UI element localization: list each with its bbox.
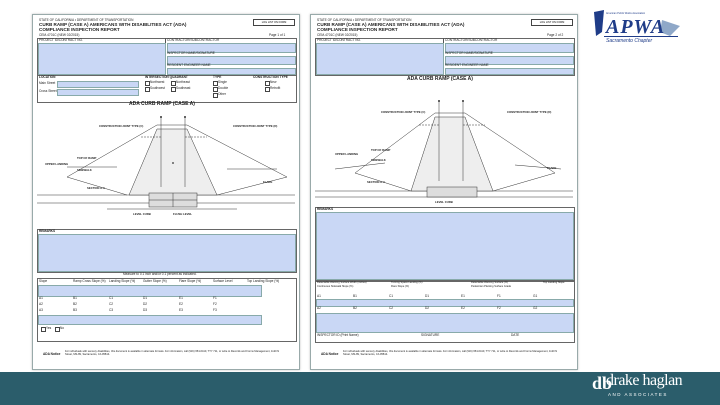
measure-header-6: Top Landing Slope (%): [247, 279, 280, 283]
inspector-label: INSPECTOR NAME/SIGNATURE: [445, 51, 493, 55]
measure-header-4: Flare Slope (%): [179, 279, 202, 283]
cell-g1: G1: [533, 294, 538, 298]
cell-f3: F3: [213, 308, 217, 312]
drawing-label-flush: FLUSH LEVEL: [173, 212, 193, 216]
form-title-line2: COMPLIANCE INSPECTION REPORT: [317, 27, 398, 32]
measure-header-5: Pedestrian Planting Surface Grade: [471, 285, 512, 288]
construction-type-label: CONSTRUCTION TYPE: [253, 75, 288, 79]
apwa-subtitle: Sacramento Chapter: [606, 38, 653, 44]
page-number: Page 1 of 1: [269, 33, 286, 37]
remarks-label: REMARKS: [317, 207, 334, 211]
remarks-field[interactable]: [38, 234, 296, 272]
type-label: TYPE: [213, 75, 222, 79]
cell-c1: C1: [109, 296, 114, 300]
project-field[interactable]: [316, 43, 444, 75]
drawing-title: ADA CURB RAMP (CASE A): [129, 101, 195, 107]
drawing-label-joint-d: CONSTRUCTION JOINT TYPE (D): [233, 124, 278, 128]
sign-inspector-label: INSPECTOR ID (Print Name): [317, 333, 359, 337]
cell-b1: B1: [353, 294, 357, 298]
type-double-label: Double: [218, 86, 229, 90]
cell-a2: A2: [317, 306, 321, 310]
cell-a1: A1: [317, 294, 321, 298]
engineer-field[interactable]: [167, 68, 296, 75]
apwa-top-text: American Public Works Association: [606, 12, 646, 15]
contractor-label: CONTRACTOR/SUBCONTRACTOR: [445, 38, 498, 42]
engineer-label: RESIDENT ENGINEER NAME: [167, 63, 211, 67]
project-label: PROJECT ID/CONTRACT NO.: [39, 38, 83, 42]
agency-line: STATE OF CALIFORNIA • DEPARTMENT OF TRANSPORTATION: [39, 18, 134, 22]
drawing-label-top-of-ramp: TOP OF RAMP: [371, 148, 391, 152]
engineer-label: RESIDENT ENGINEER NAME: [445, 63, 489, 67]
cell-e2: E2: [179, 302, 183, 306]
drawing-label-top-of-ramp: TOP OF RAMP: [77, 156, 97, 160]
measure-note: Measure to 0.1 inch and/or 0.1 percent as indicated.: [123, 272, 197, 276]
cell-d3: D3: [143, 308, 148, 312]
drawing-label-upper-landing: UPPER LANDING: [45, 162, 69, 166]
cell-b2: B2: [73, 302, 77, 306]
apwa-logo: [592, 6, 684, 48]
cell-c1: C1: [389, 294, 394, 298]
cell-e1: E1: [179, 296, 183, 300]
project-label: PROJECT ID/CONTRACT NO.: [317, 38, 361, 42]
ada-notice-label: ADA Notice: [43, 352, 61, 356]
form-number: CEM-4701C (NEW 02/2015): [317, 33, 358, 37]
measure-header-2: Turning Space Landing (%): [391, 281, 423, 284]
form-title-line1: CURB RAMP (CASE A) AMERICANS WITH DISABILITIES ACT (ADA): [317, 22, 465, 27]
cell-d1: D1: [143, 296, 148, 300]
cross-street-label: Cross Street: [39, 89, 57, 93]
quad-sw-label: Southwest: [150, 86, 165, 90]
quad-ne-label: Northeast: [176, 80, 190, 84]
contractor-label: CONTRACTOR/SUBCONTRACTOR: [167, 38, 220, 42]
cell-a3: A3: [39, 308, 43, 312]
drawing-label-sidewalk: SIDEWALK: [77, 168, 92, 172]
measure-input-row-band[interactable]: [38, 285, 262, 297]
cell-c2: C2: [389, 306, 394, 310]
cell-c3: C3: [109, 308, 114, 312]
pass-yes-label: Yes: [46, 326, 52, 330]
firm-subtitle: AND ASSOCIATES: [608, 392, 668, 397]
ct-new-label: New: [270, 80, 277, 84]
firm-monogram: db: [592, 373, 613, 393]
measure-header-3: Flare Slope (%): [391, 285, 410, 288]
inspection-form-page-1: [32, 14, 300, 370]
measure-header-6: Top Landing Slope: [543, 281, 565, 284]
inspection-form-page-2: [310, 14, 578, 370]
cell-c2: C2: [109, 302, 114, 306]
page-number: Page 2 of 2: [547, 33, 564, 37]
pass-no-label: No: [60, 326, 65, 330]
remarks-field[interactable]: [316, 212, 574, 280]
drawing-label-flare: FLARE: [547, 166, 557, 170]
measure-header-0: Slope: [39, 279, 48, 283]
cell-d2: D2: [425, 306, 430, 310]
measure-header-1: Ramp Cross Slope (%): [73, 279, 106, 283]
drawing-label-section: SECTION A-A: [87, 186, 106, 190]
cell-d1: D1: [425, 294, 430, 298]
cell-a1: A1: [39, 296, 43, 300]
main-street-label: Main Street: [39, 81, 56, 85]
cell-b2: B2: [353, 306, 357, 310]
drawing-label-section: SECTION A-A: [367, 180, 386, 184]
ada-notice-text: For individuals with sensory disabilities, this document is available in alternate formats. For information, call (916) 654-6410, TTY 711, or write to Records and Forms Management, 1120 N Street, MS-89, Sacramento, CA 95814.: [65, 350, 280, 356]
cell-f2: F2: [497, 306, 501, 310]
agency-line: STATE OF CALIFORNIA • DEPARTMENT OF TRANSPORTATION: [317, 18, 412, 22]
cell-f1: F1: [497, 294, 501, 298]
remarks-label: REMARKS: [39, 229, 56, 233]
cell-e2: E2: [461, 306, 465, 310]
sign-date-label: DATE: [511, 333, 520, 337]
quadrant-label: INTERSECTION QUADRANT: [145, 75, 188, 79]
form-number: CEM-4701C (NEW 02/2015): [39, 33, 80, 37]
ct-retrofit-label: Retrofit: [270, 86, 281, 90]
type-single-label: Single: [218, 80, 227, 84]
pass-fail-band[interactable]: [38, 315, 262, 325]
measure-header-1: Continuous Sidewalk Slope (%): [317, 285, 354, 288]
drake-haglan-logo: [592, 370, 712, 400]
ada-notice-text: For individuals with sensory disabilities, this document is available in alternate formats. For information, call (916) 654-6410, TTY 711, or write to Records and Forms Management, 1120 N Street, MS-89, Sacramento, CA 95814.: [343, 350, 558, 356]
cell-e1: E1: [461, 294, 465, 298]
inspector-label: INSPECTOR NAME/SIGNATURE: [167, 51, 215, 55]
cell-b3: B3: [73, 308, 77, 312]
cell-f2: F2: [213, 302, 217, 306]
cell-e3: E3: [179, 308, 183, 312]
firm-name: drake haglan: [606, 372, 683, 389]
drawing-label-level-curb: LEVEL CURB: [435, 200, 453, 204]
cell-a2: A2: [39, 302, 43, 306]
cell-d2: D2: [143, 302, 148, 306]
project-field[interactable]: [38, 43, 166, 75]
apwa-wordmark: APWA: [606, 16, 666, 38]
quad-nw-label: Northwest: [150, 80, 165, 84]
cross-street-field[interactable]: [57, 89, 139, 96]
ada-notice-label: ADA Notice: [321, 352, 339, 356]
quad-se-label: Southeast: [176, 86, 191, 90]
sign-signature-label: SIGNATURE: [421, 333, 440, 337]
measure-notes-band[interactable]: [316, 313, 574, 333]
measure-header-4: Detectable Warning Surface (%): [471, 281, 509, 284]
cell-b1: B1: [73, 296, 77, 300]
drawing-title: ADA CURB RAMP (CASE A): [407, 76, 473, 82]
type-other-label: Other: [218, 92, 226, 96]
measure-header-2: Landing Slope (%): [109, 279, 136, 283]
log-badge: LOG LIST ON FORM: [253, 19, 295, 26]
cell-f1: F1: [213, 296, 217, 300]
engineer-field[interactable]: [445, 68, 574, 75]
drawing-label-joint-c: CONSTRUCTION JOINT TYPE (C): [381, 110, 426, 114]
drawing-label-joint-c: CONSTRUCTION JOINT TYPE (C): [99, 124, 144, 128]
measure-header-3: Gutter Slope (%): [143, 279, 167, 283]
form-title-line1: CURB RAMP (CASE A) AMERICANS WITH DISABILITIES ACT (ADA): [39, 22, 187, 27]
drawing-label-flare: FLARE: [263, 180, 273, 184]
drawing-label-level-curb: LEVEL CURB: [133, 212, 151, 216]
curb-ramp-plan-drawing: [315, 83, 573, 203]
measure-header-5: Surface Level: [213, 279, 233, 283]
drawing-label-sidewalk: SIDEWALK: [371, 158, 386, 162]
log-badge: LOG LIST ON FORM: [531, 19, 573, 26]
location-label: LOCATION: [39, 75, 56, 79]
drawing-label-upper-landing: UPPER LANDING: [335, 152, 359, 156]
form-title-line2: COMPLIANCE INSPECTION REPORT: [39, 27, 120, 32]
measure-header-0: Detectable Warning Surface Width (inches): [317, 281, 367, 284]
main-street-field[interactable]: [57, 81, 139, 88]
cell-g2: G2: [533, 306, 538, 310]
drawing-label-joint-d: CONSTRUCTION JOINT TYPE (D): [507, 110, 552, 114]
